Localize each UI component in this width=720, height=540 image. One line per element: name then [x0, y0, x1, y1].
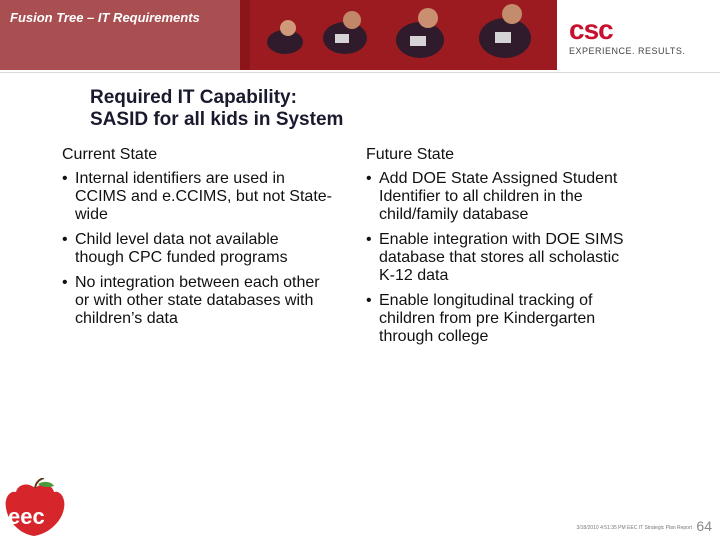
eec-apple-logo	[0, 478, 70, 540]
current-state-heading: Current State	[62, 146, 158, 163]
header-divider	[0, 72, 720, 73]
future-state-heading: Future State	[366, 146, 455, 163]
future-state-list	[366, 170, 636, 346]
slide-title-line2: SASID for all kids in System	[90, 109, 344, 130]
header-title: Fusion Tree – IT Requirements	[10, 10, 200, 25]
eec-logo-text: eec	[8, 504, 45, 529]
page-number: 64	[696, 518, 712, 534]
slide-title	[90, 87, 343, 131]
current-state-list	[62, 170, 332, 328]
list-item: • Add DOE State Assigned Student Identifier to all children in the child/family database	[366, 170, 636, 224]
csc-logo: csc	[569, 14, 613, 45]
list-item: • Internal identifiers are used in CCIMS and e.CCIMS, but not State-wide	[62, 170, 332, 224]
footer-meta: 3/18/2010 4:51:35 PM EEC IT Strategic Plan Report	[576, 525, 692, 531]
csc-tagline: EXPERIENCE. RESULTS.	[569, 46, 686, 56]
list-item: • Enable longitudinal tracking of children from pre Kindergarten through college	[366, 292, 636, 346]
future-state-column	[366, 146, 636, 353]
header-banner	[0, 0, 557, 70]
current-state-column	[62, 146, 332, 335]
list-item: • Child level data not available though CPC funded programs	[62, 231, 332, 267]
brand-logo-area	[557, 0, 720, 70]
list-item: • Enable integration with DOE SIMS database that stores all scholastic K-12 data	[366, 231, 636, 285]
list-item: • No integration between each other or with other state databases with children’s data	[62, 274, 332, 328]
slide-title-line1: Required IT Capability:	[90, 87, 297, 108]
